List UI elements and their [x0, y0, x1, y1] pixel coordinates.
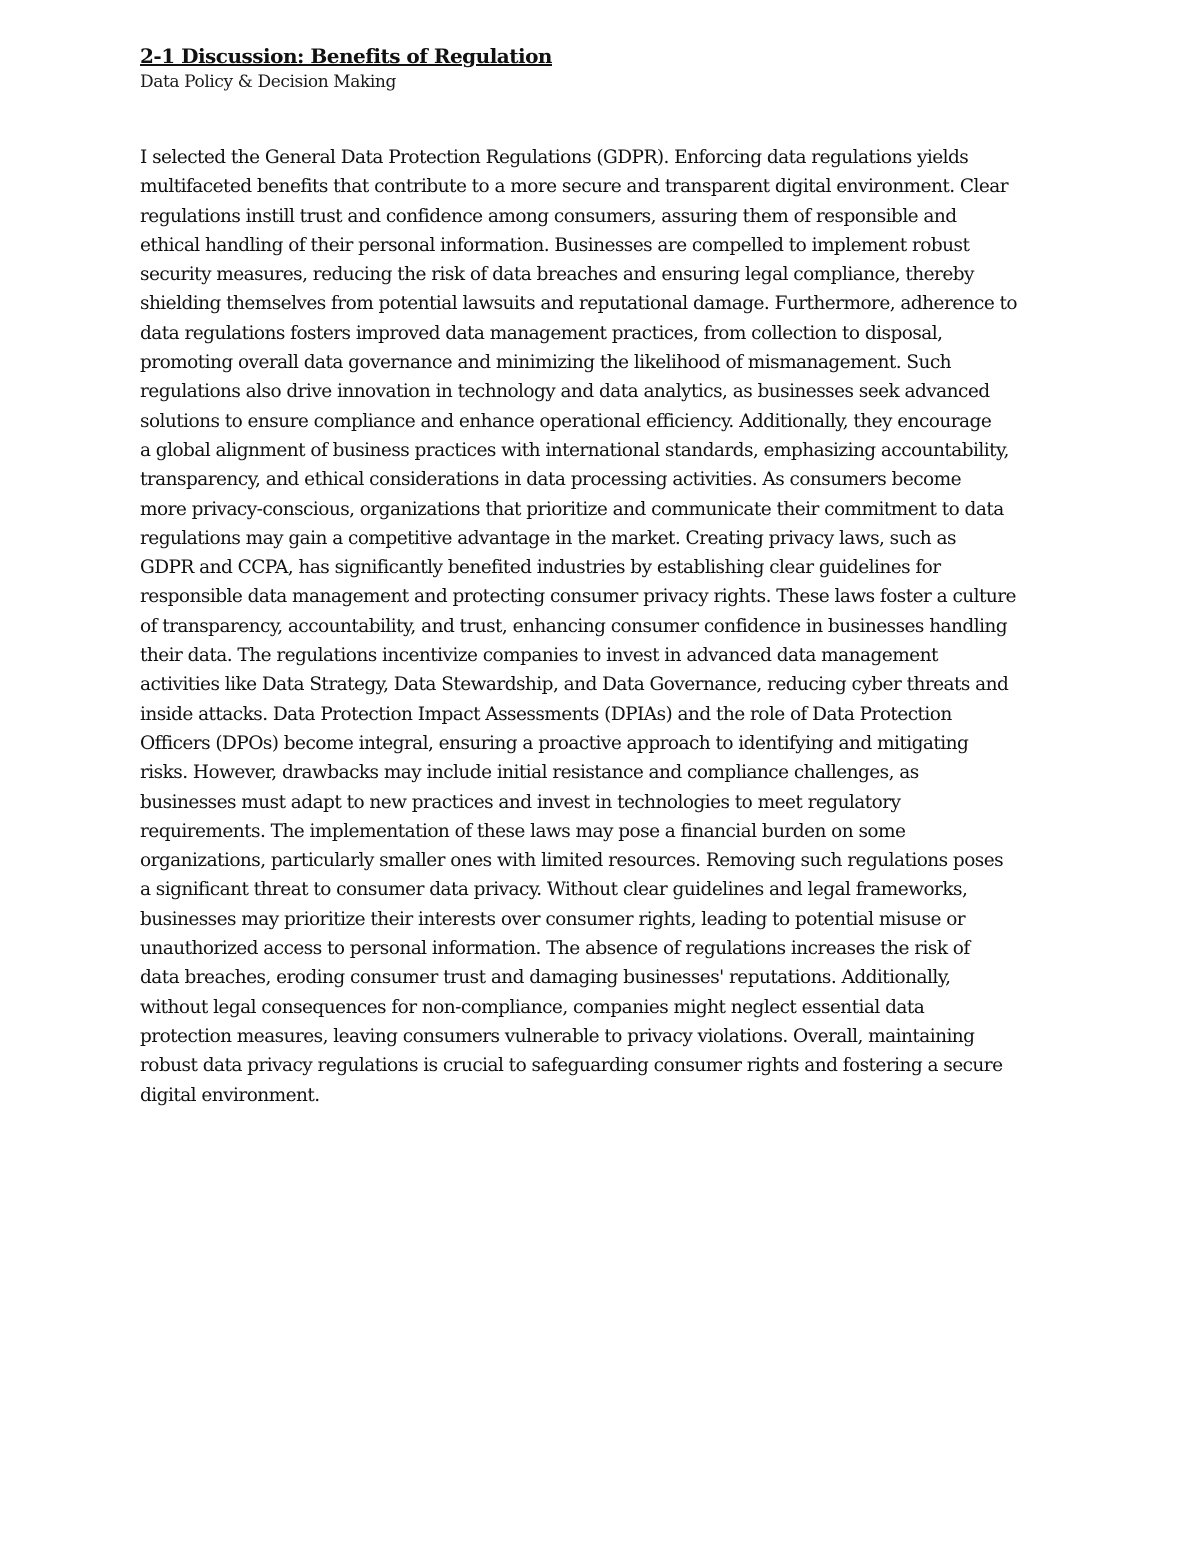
- body-line: multifaceted benefits that contribute to a more secure and transparent digital environment. Clear: [140, 176, 1009, 198]
- body-line: organizations, particularly smaller ones with limited resources. Removing such regulations poses: [140, 850, 1004, 872]
- body-line: a global alignment of business practices with international standards, emphasizing accountability,: [140, 439, 1009, 461]
- body-line: shielding themselves from potential lawsuits and reputational damage. Furthermore, adherence to: [140, 293, 1018, 315]
- body-line: GDPR and CCPA, has significantly benefited industries by establishing clear guidelines for: [140, 557, 941, 579]
- body-line: data breaches, eroding consumer trust and damaging businesses' reputations. Additionally,: [140, 967, 951, 989]
- body-line: I selected the General Data Protection Regulations (GDPR). Enforcing data regulations yields: [140, 147, 969, 168]
- body-line: regulations also drive innovation in technology and data analytics, as businesses seek advanced: [140, 381, 990, 403]
- body-line: promoting overall data governance and minimizing the likelihood of mismanagement. Such: [140, 352, 952, 374]
- body-line: solutions to ensure compliance and enhance operational efficiency. Additionally, they encourage: [140, 410, 992, 432]
- body-line: unauthorized access to personal information. The absence of regulations increases the risk of: [140, 938, 970, 960]
- body-line: requirements. The implementation of these laws may pose a financial burden on some: [140, 820, 906, 842]
- body-line: inside attacks. Data Protection Impact Assessments (DPIAs) and the role of Data Protection: [140, 703, 952, 725]
- body-line: risks. However, drawbacks may include initial resistance and compliance challenges, as: [140, 762, 919, 784]
- body-paragraph: [140, 143, 1070, 1110]
- body-line: transparency, and ethical considerations in data processing activities. As consumers become: [140, 469, 962, 491]
- body-line: digital environment.: [140, 1084, 320, 1106]
- body-line: ethical handling of their personal information. Businesses are compelled to implement robust: [140, 234, 970, 256]
- body-line: regulations instill trust and confidence among consumers, assuring them of responsible and: [140, 205, 957, 227]
- body-line: businesses may prioritize their interests over consumer rights, leading to potential misuse or: [140, 908, 966, 930]
- body-line: of transparency, accountability, and trust, enhancing consumer confidence in businesses handling: [140, 615, 1008, 637]
- body-line: regulations may gain a competitive advantage in the market. Creating privacy laws, such as: [140, 527, 956, 549]
- body-line: their data. The regulations incentivize companies to invest in advanced data management: [140, 645, 938, 667]
- body-line: security measures, reducing the risk of data breaches and ensuring legal compliance, thereby: [140, 264, 974, 286]
- body-line: Officers (DPOs) become integral, ensuring a proactive approach to identifying and mitigating: [140, 732, 969, 754]
- body-line: robust data privacy regulations is crucial to safeguarding consumer rights and fostering a secure: [140, 1055, 1003, 1077]
- body-line: without legal consequences for non-compliance, companies might neglect essential data: [140, 996, 925, 1018]
- body-line: responsible data management and protecting consumer privacy rights. These laws foster a culture: [140, 586, 1016, 608]
- body-line: businesses must adapt to new practices and invest in technologies to meet regulatory: [140, 791, 901, 813]
- body-line: more privacy-conscious, organizations that prioritize and communicate their commitment to data: [140, 498, 1004, 520]
- document-subtitle: Data Policy & Decision Making: [140, 72, 396, 92]
- body-line: data regulations fosters improved data management practices, from collection to disposal,: [140, 322, 943, 344]
- body-line: a significant threat to consumer data privacy. Without clear guidelines and legal frameworks,: [140, 879, 968, 901]
- body-line: protection measures, leaving consumers vulnerable to privacy violations. Overall, maintaining: [140, 1025, 975, 1047]
- document-title: 2-1 Discussion: Benefits of Regulation: [140, 44, 552, 68]
- body-line: activities like Data Strategy, Data Stewardship, and Data Governance, reducing cyber threats and: [140, 674, 1009, 696]
